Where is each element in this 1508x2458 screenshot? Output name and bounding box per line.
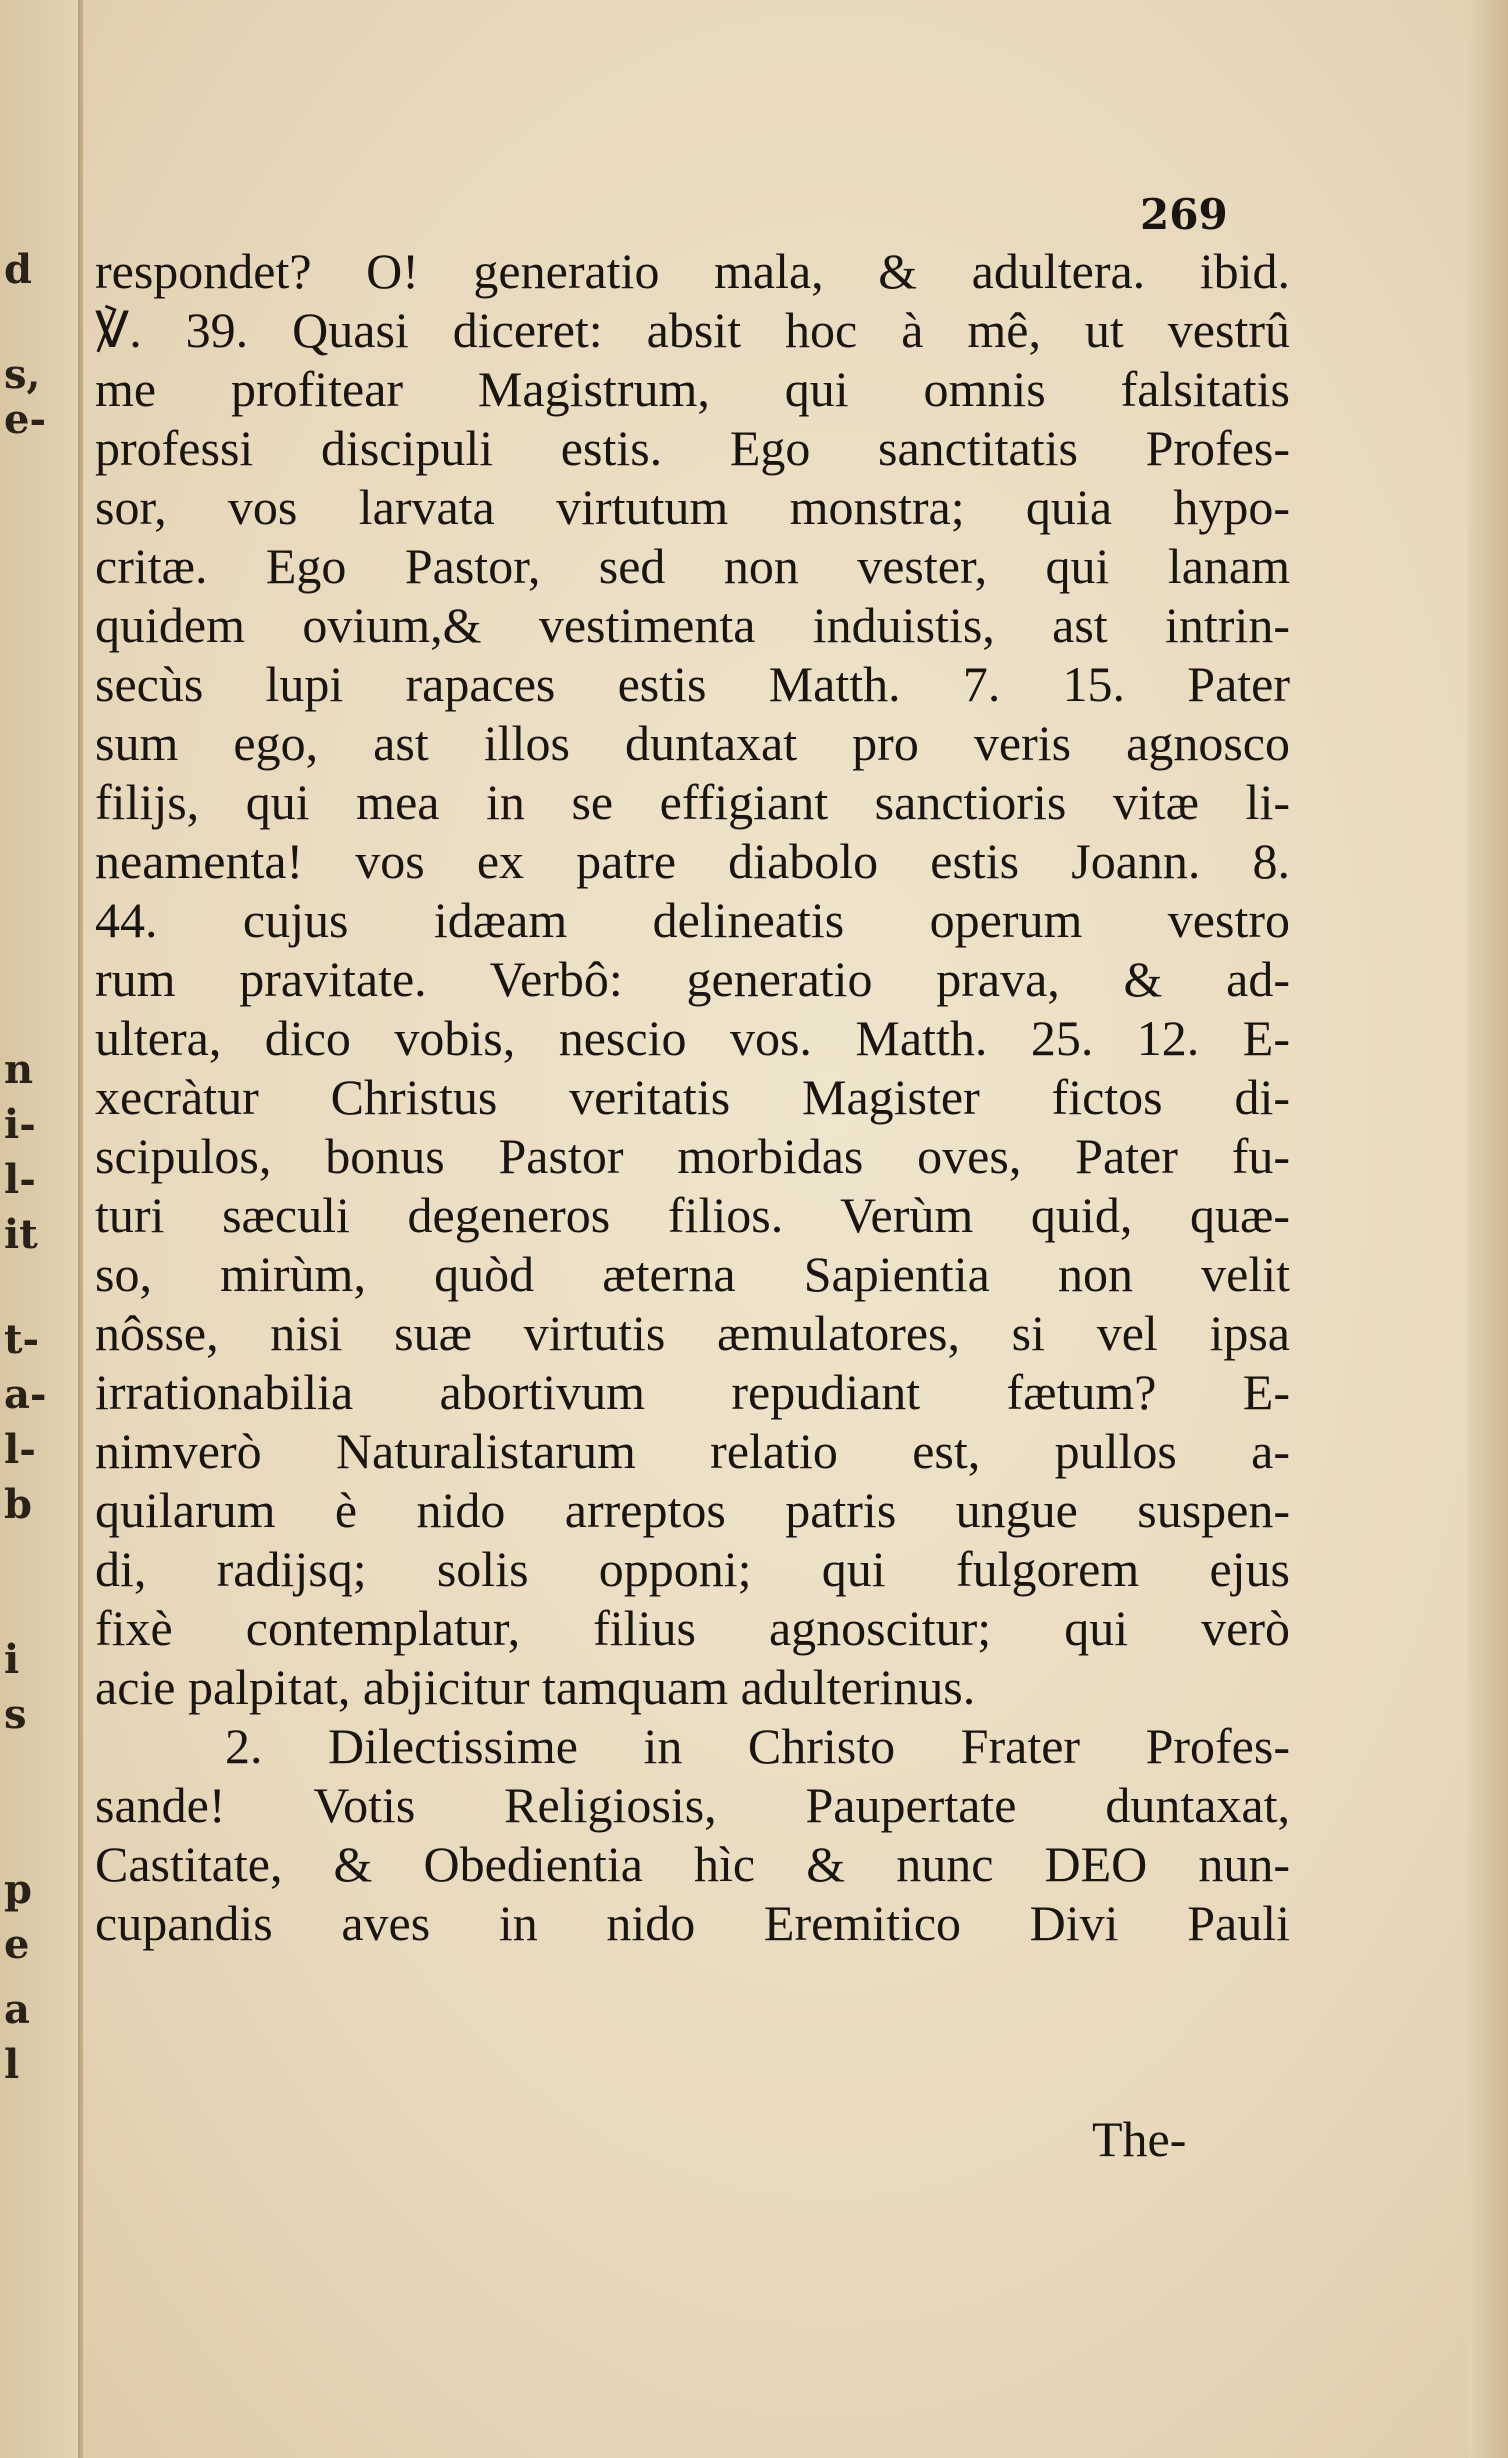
- gutter-line: [80, 0, 83, 2458]
- text-line: sande! Votis Religiosis, Paupertate duntaxat,: [95, 1777, 1290, 1833]
- text-line: professi discipuli estis. Ego sanctitatis Profes-: [95, 420, 1290, 476]
- text-line: cupandis aves in nido Eremitico Divi Pauli: [95, 1895, 1290, 1951]
- margin-fragment: i: [4, 1636, 20, 1683]
- text-line: irrationabilia abortivum repudiant fætum? E-: [95, 1364, 1290, 1420]
- margin-fragment: i-: [4, 1101, 36, 1148]
- page-right-edge: [1468, 0, 1508, 2458]
- margin-fragment: t-: [4, 1316, 40, 1363]
- text-line: Castitate, & Obedientia hìc & nunc DEO nun-: [95, 1836, 1290, 1892]
- text-line: turi sæculi degeneros filios. Verùm quid, quæ-: [95, 1187, 1290, 1243]
- margin-fragment: it: [4, 1211, 38, 1258]
- margin-fragment: d: [4, 246, 32, 293]
- margin-fragment: p: [4, 1866, 32, 1913]
- text-line: so, mirùm, quòd æterna Sapientia non velit: [95, 1246, 1290, 1302]
- page-number: 269: [1140, 190, 1228, 239]
- margin-fragment: a-: [4, 1371, 47, 1418]
- text-line: sum ego, ast illos duntaxat pro veris agnosco: [95, 715, 1290, 771]
- text-line: ultera, dico vobis, nescio vos. Matth. 25. 12. E-: [95, 1010, 1290, 1066]
- margin-fragment: l-: [4, 1156, 36, 1203]
- text-line: nimverò Naturalistarum relatio est, pullos a-: [95, 1423, 1290, 1479]
- text-line: xecràtur Christus veritatis Magister fictos di-: [95, 1069, 1290, 1125]
- catchword: The-: [1092, 2111, 1187, 2167]
- text-line: acie palpitat, abjicitur tamquam adulterinus.: [95, 1659, 976, 1715]
- body-text: [95, 242, 1290, 1953]
- text-line: secùs lupi rapaces estis Matth. 7. 15. Pater: [95, 656, 1290, 712]
- text-line: ℣. 39. Quasi diceret: absit hoc à mê, ut vestrû: [95, 302, 1290, 358]
- margin-fragment: l: [4, 2041, 20, 2088]
- margin-fragment: e: [4, 1921, 30, 1968]
- paragraph-start-line: 2. Dilectissime in Christo Frater Profes-: [225, 1718, 1290, 1774]
- text-line: 44. cujus idæam delineatis operum vestro: [95, 892, 1290, 948]
- margin-fragment: l-: [4, 1426, 36, 1473]
- text-line: fixè contemplatur, filius agnoscitur; qui verò: [95, 1600, 1290, 1656]
- text-line: quilarum è nido arreptos patris ungue suspen-: [95, 1482, 1290, 1538]
- text-line: me profitear Magistrum, qui omnis falsitatis: [95, 361, 1290, 417]
- text-line: nôsse, nisi suæ virtutis æmulatores, si vel ipsa: [95, 1305, 1290, 1361]
- text-line: scipulos, bonus Pastor morbidas oves, Pater fu-: [95, 1128, 1290, 1184]
- text-line: rum pravitate. Verbô: generatio prava, & ad-: [95, 951, 1290, 1007]
- text-line: neamenta! vos ex patre diabolo estis Joann. 8.: [95, 833, 1290, 889]
- margin-fragment: b: [4, 1481, 32, 1528]
- text-line: filijs, qui mea in se effigiant sanctioris vitæ li-: [95, 774, 1290, 830]
- text-line: quidem ovium,& vestimenta induistis, ast intrin-: [95, 597, 1290, 653]
- text-line: respondet? O! generatio mala, & adultera. ibid.: [95, 243, 1290, 299]
- text-line: sor, vos larvata virtutum monstra; quia hypo-: [95, 479, 1290, 535]
- margin-fragment: n: [4, 1046, 34, 1093]
- text-line: di, radijsq; solis opponi; qui fulgorem ejus: [95, 1541, 1290, 1597]
- margin-fragment: s,: [4, 351, 41, 398]
- text-line: critæ. Ego Pastor, sed non vester, qui lanam: [95, 538, 1290, 594]
- margin-fragment: e-: [4, 396, 47, 443]
- margin-fragment: a: [4, 1986, 30, 2033]
- margin-fragment: s: [4, 1691, 27, 1738]
